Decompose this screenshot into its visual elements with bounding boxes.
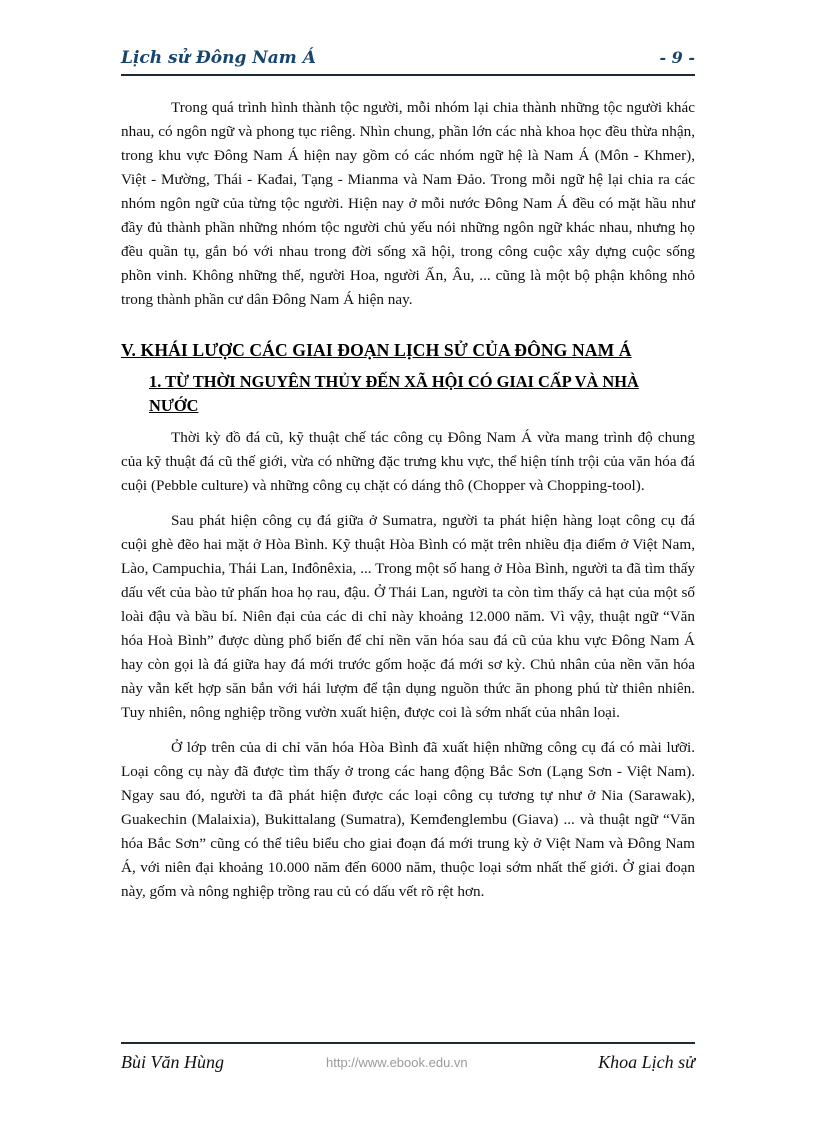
subsection-heading: 1. TỪ THỜI NGUYÊN THỦY ĐẾN XÃ HỘI CÓ GIAI CẤP VÀ NHÀ NƯỚC — [149, 372, 639, 415]
paragraph-ethnic-groups: Trong quá trình hình thành tộc người, mỗi nhóm lại chia thành những tộc người khác nhau, có ngôn ngữ và phong tục riêng. Nhìn chung, phần lớn các nhà khoa học đều thừa nhận, trong khu vực Đông Nam Á hiện nay gồm có các nhóm ngữ hệ là Nam Á (Môn - Khmer), Việt - Mường, Thái - Kađai, Tạng - Mianma và Nam Đảo. Trong mỗi ngữ hệ lại chia ra các nhóm ngôn ngữ của từng tộc người. Hiện nay ở mỗi nước Đông Nam Á đều có mặt hầu như đầy đủ thành phần những nhóm tộc người chủ yếu nói những ngôn ngữ khác nhau, nhưng họ đều quần tụ, gắn bó với nhau trong đời sống xã hội, trong công cuộc xây dựng cuộc sống phồn vinh. Không những thế, người Hoa, người Ấn, Âu, ... cũng là một bộ phận không nhỏ trong thành phần cư dân Đông Nam Á hiện nay. — [121, 99, 695, 308]
header-title: Lịch sử Đông Nam Á — [121, 48, 316, 68]
page-header — [121, 47, 695, 73]
section-heading: V. KHÁI LƯỢC CÁC GIAI ĐOẠN LỊCH SỬ CỦA ĐÔNG NAM Á — [121, 340, 632, 360]
paragraph-bac-son: Ở lớp trên của di chỉ văn hóa Hòa Bình đã xuất hiện những công cụ đá có mài lưỡi. Loại công cụ này đã được tìm thấy ở trong các hang động Bắc Sơn (Lạng Sơn - Việt Nam). Ngay sau đó, người ta đã phát hiện được các loại công cụ tương tự như ở Nia (Sarawak), Guakechin (Malaixia), Bukittalang (Sumatra), Kemđenglembu (Giava) ... và thuật ngữ “Văn hóa Bắc Sơn” cũng có thể tiêu biểu cho giai đoạn đá mới trung kỳ ở Việt Nam và Đông Nam Á, với niên đại khoảng 10.000 năm đến 6000 năm, thuộc loại sớm nhất thế giới. Ở giai đoạn này, gốm và nông nghiệp trồng rau củ có dấu vết rõ rệt hơn. — [121, 739, 695, 900]
footer-divider — [121, 1042, 695, 1044]
paragraph-hoa-binh: Sau phát hiện công cụ đá giữa ở Sumatra, người ta phát hiện hàng loạt công cụ đá cuội ghè đẽo hai mặt ở Hòa Bình. Kỹ thuật Hòa Bình có mặt trên nhiều địa điểm ở Việt Nam, Lào, Campuchia, Thái Lan, Inđônêxia, ... Trong một số hang ở Hòa Bình, người ta đã tìm thấy dấu vết của bào tử phấn hoa họ rau, đậu. Ở Thái Lan, người ta còn tìm thấy cả hạt của một số loài đậu và bầu bí. Niên đại của các di chỉ này khoảng 12.000 năm. Vì vậy, thuật ngữ “Văn hóa Hoà Bình” được dùng phổ biến để chỉ nền văn hóa sau đá cũ của khu vực Đông Nam Á hay còn gọi là đá giữa hay đá mới trước gốm hoặc đá mới sơ kỳ. Chủ nhân của nền văn hóa này vẫn kết hợp săn bắn với hái lượm để tận dụng nguồn thức ăn phong phú từ thiên nhiên. Tuy nhiên, nông nghiệp trồng vườn xuất hiện, được coi là sớm nhất của nhân loại. — [121, 512, 695, 721]
footer-author: Bùi Văn Hùng — [121, 1052, 224, 1072]
header-divider — [121, 74, 695, 76]
page-number: - 9 - — [659, 48, 695, 67]
page-footer — [121, 1052, 695, 1078]
footer-url: http://www.ebook.edu.vn — [326, 1055, 468, 1070]
page-content — [121, 96, 695, 904]
paragraph-paleolithic: Thời kỳ đồ đá cũ, kỹ thuật chế tác công cụ Đông Nam Á vừa mang trình độ chung của kỹ thuật đá cũ thế giới, vừa có những đặc trưng khu vực, thể hiện tính trội của văn hóa đá cuội (Pebble culture) và những công cụ chặt có dáng thô (Chopper và Chopping-tool). — [121, 429, 695, 494]
footer-department: Khoa Lịch sử — [598, 1052, 695, 1072]
